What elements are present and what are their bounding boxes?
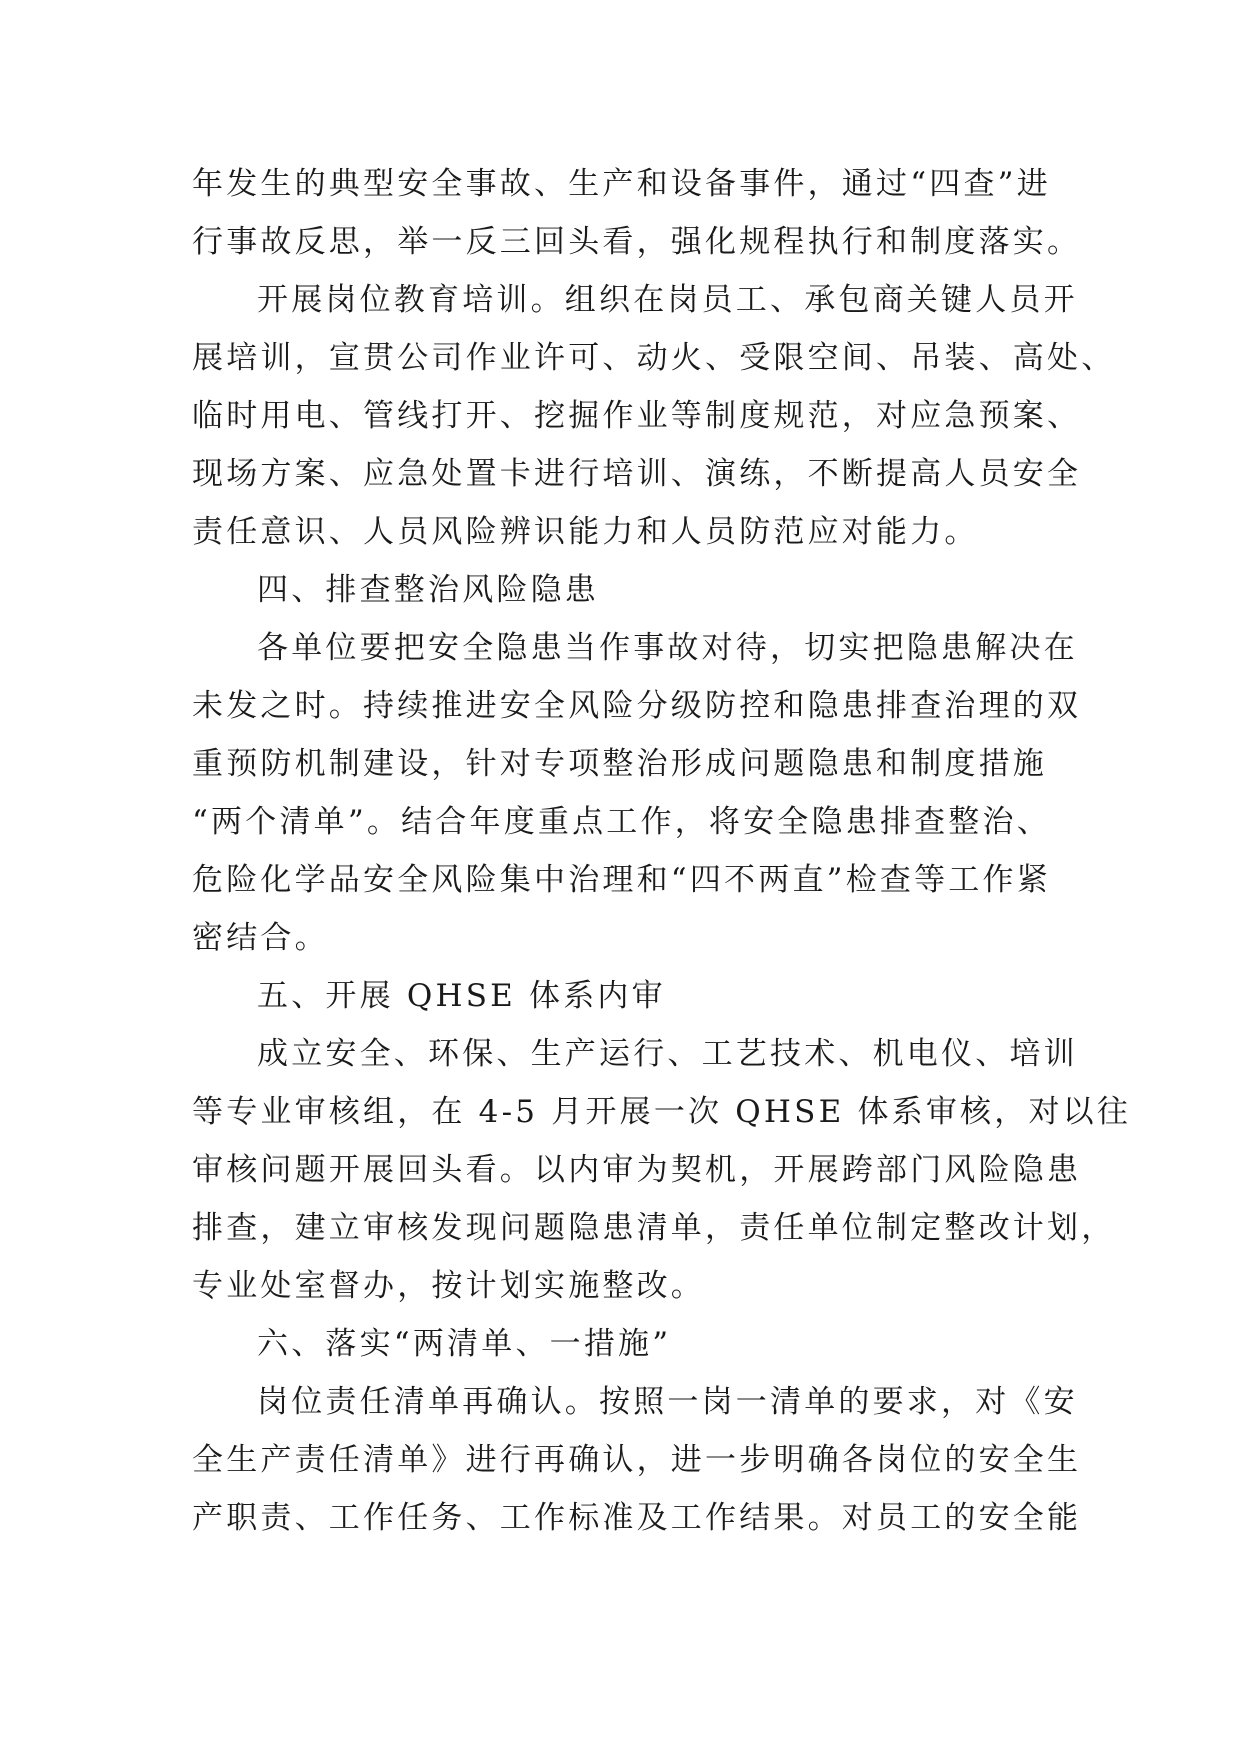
- paragraph-start: 成立安全、环保、生产运行、工艺技术、机电仪、培训: [257, 1036, 1078, 1072]
- text-line: 危险化学品安全风险集中治理和“四不两直”检查等工作紧: [192, 862, 1051, 898]
- paragraph-start: 开展岗位教育培训。组织在岗员工、承包商关键人员开: [257, 282, 1078, 318]
- text-line: 展培训，宣贯公司作业许可、动火、受限空间、吊装、高处、: [192, 340, 1116, 376]
- text-line: 行事故反思，举一反三回头看，强化规程执行和制度落实。: [192, 224, 1082, 260]
- text-line: 产职责、工作任务、工作标准及工作结果。对员工的安全能: [192, 1500, 1082, 1536]
- text-line: “两个清单”。结合年度重点工作，将安全隐患排查整治、: [192, 804, 1051, 840]
- text-line: 专业处室督办，按计划实施整改。: [192, 1268, 705, 1304]
- paragraph-start: 各单位要把安全隐患当作事故对待，切实把隐患解决在: [257, 630, 1078, 666]
- text-line: 临时用电、管线打开、挖掘作业等制度规范，对应急预案、: [192, 398, 1082, 434]
- text-line: 未发之时。持续推进安全风险分级防控和隐患排查治理的双: [192, 688, 1082, 724]
- text-line: 责任意识、人员风险辨识能力和人员防范应对能力。: [192, 514, 979, 550]
- text-line: 密结合。: [192, 920, 329, 956]
- document-body: [192, 155, 1132, 1547]
- text-line: 年发生的典型安全事故、生产和设备事件，通过“四查”进: [192, 166, 1051, 202]
- paragraph-start: 岗位责任清单再确认。按照一岗一清单的要求，对《安: [257, 1384, 1078, 1420]
- text-line: 等专业审核组，在 4-5 月开展一次 QHSE 体系审核，对以往: [192, 1094, 1132, 1130]
- section-heading-6: 六、落实“两清单、一措施”: [257, 1326, 672, 1362]
- text-line: 现场方案、应急处置卡进行培训、演练，不断提高人员安全: [192, 456, 1082, 492]
- section-heading-5: 五、开展 QHSE 体系内审: [257, 978, 666, 1014]
- text-line: 重预防机制建设，针对专项整治形成问题隐患和制度措施: [192, 746, 1047, 782]
- text-line: 全生产责任清单》进行再确认，进一步明确各岗位的安全生: [192, 1442, 1082, 1478]
- text-line: 排查，建立审核发现问题隐患清单，责任单位制定整改计划，: [192, 1210, 1116, 1246]
- section-heading-4: 四、排查整治风险隐患: [257, 572, 599, 608]
- text-line: 审核问题开展回头看。以内审为契机，开展跨部门风险隐患: [192, 1152, 1082, 1188]
